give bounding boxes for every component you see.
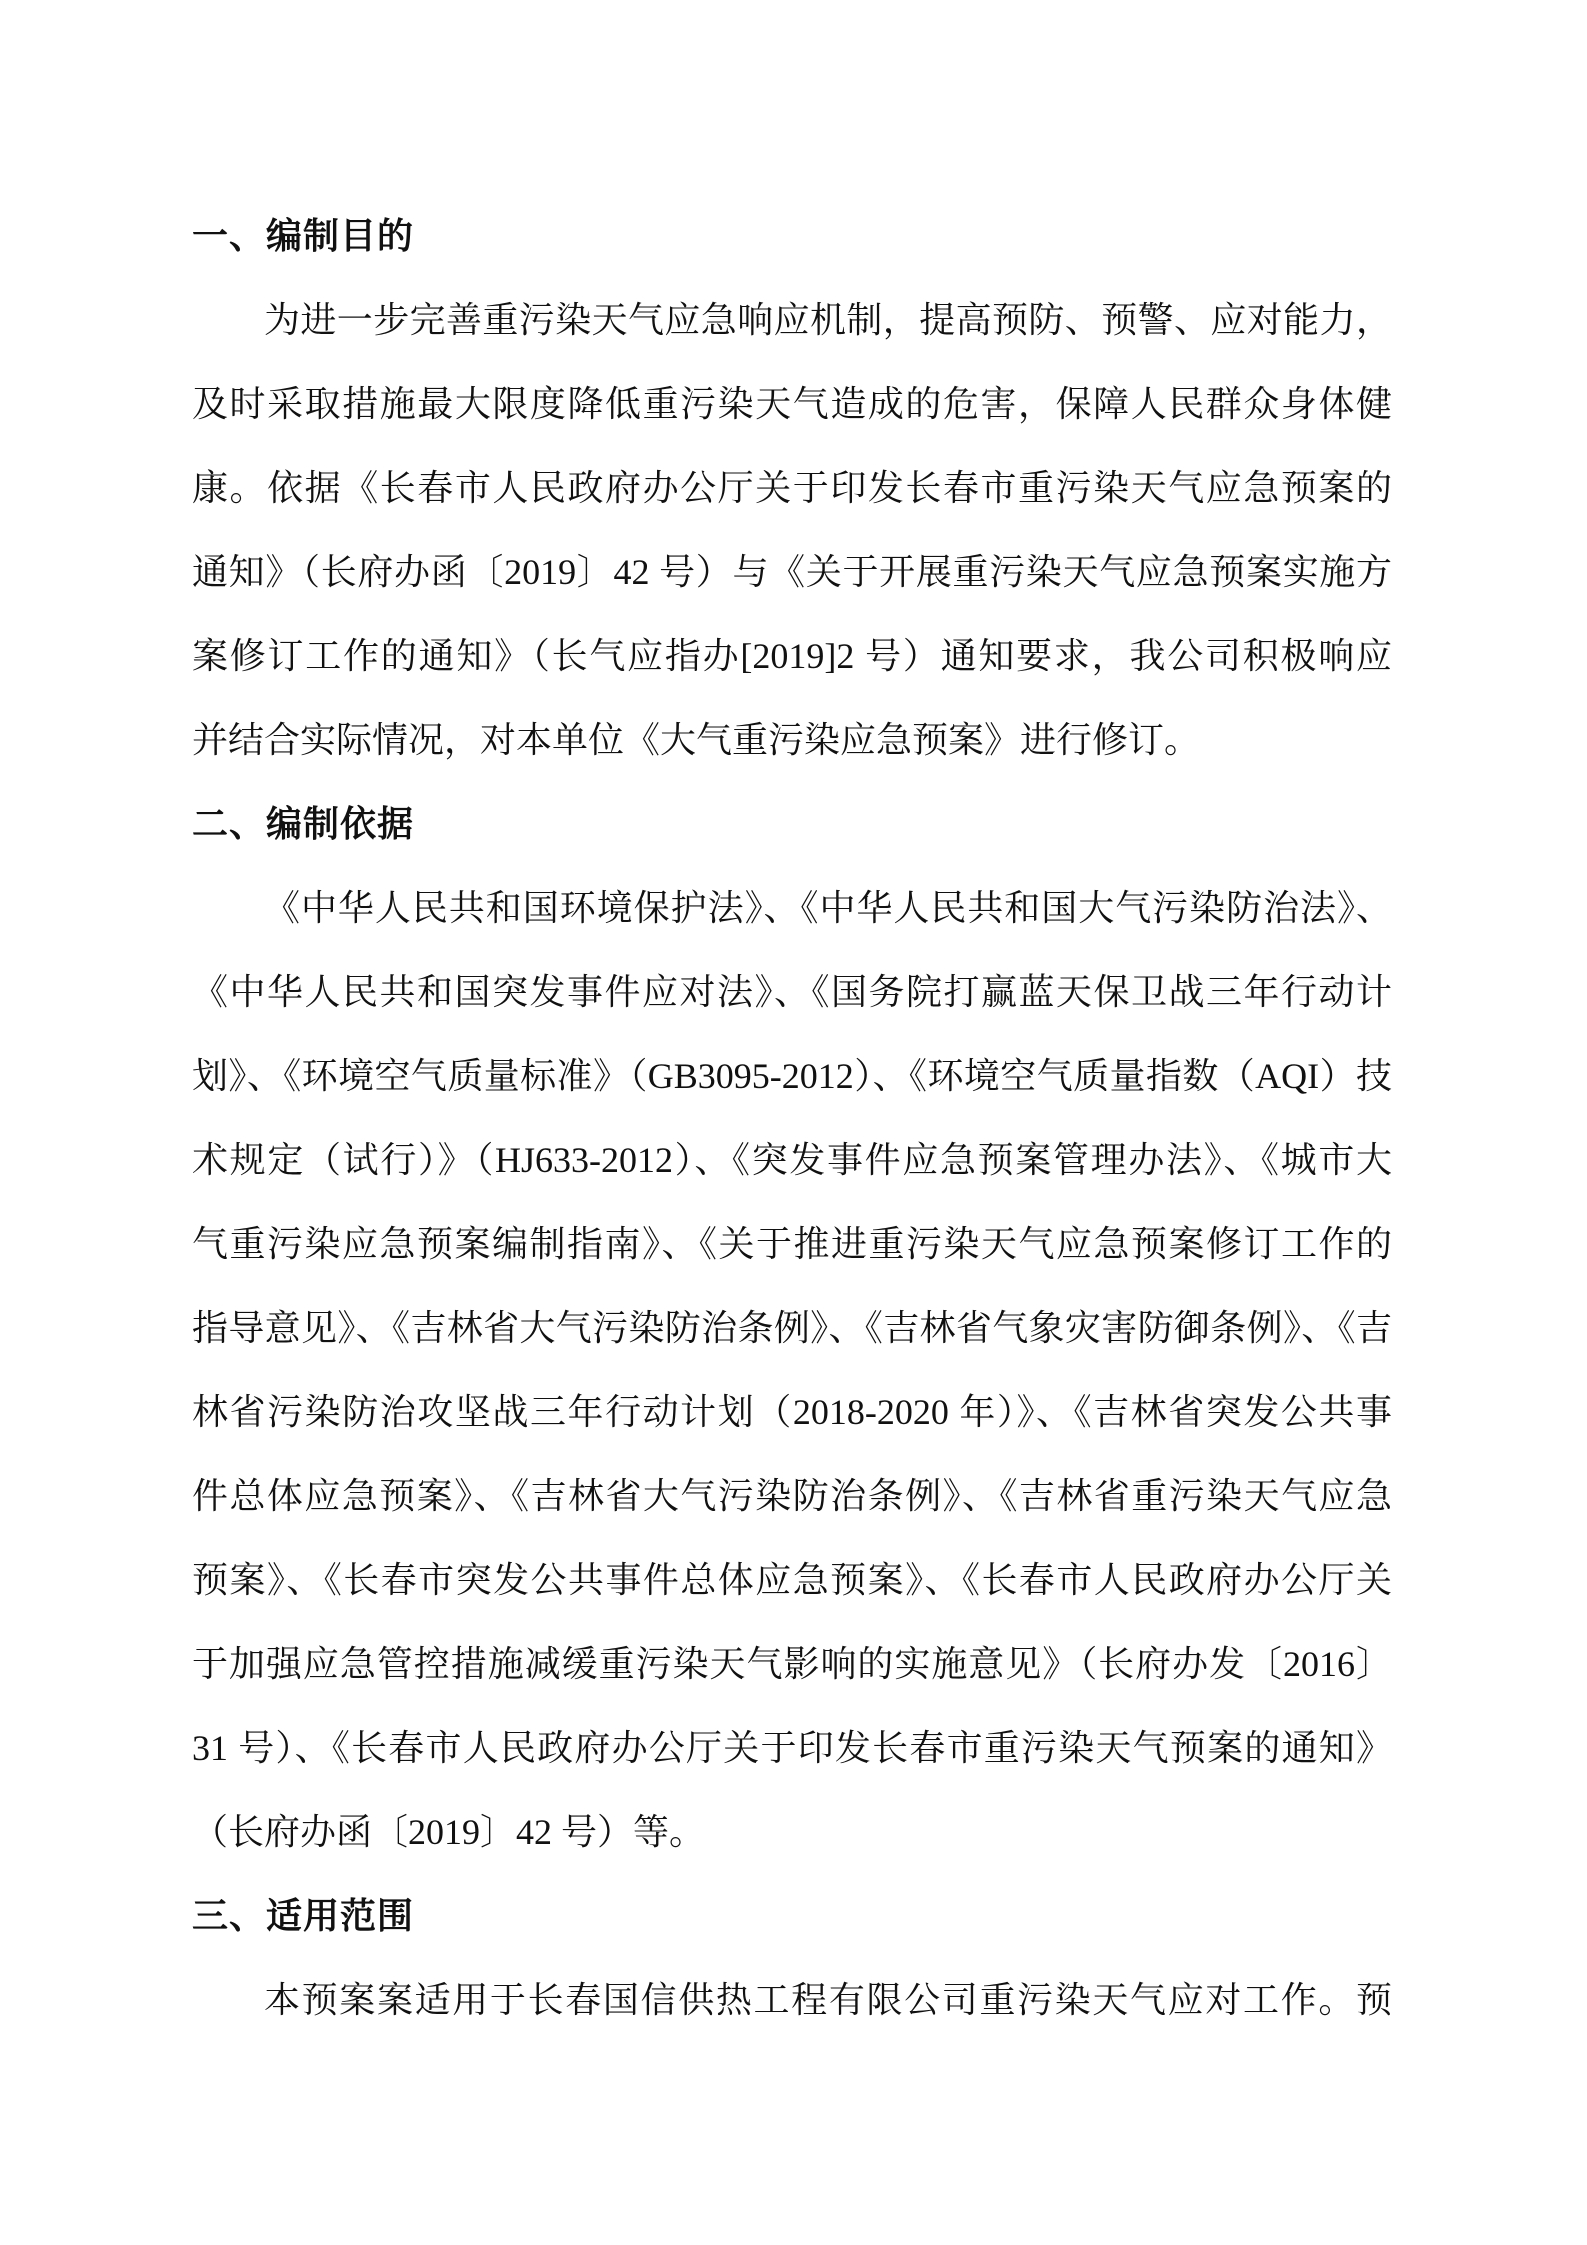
paragraph-line: 件总体应急预案》、《吉林省大气污染防治条例》、《吉林省重污染天气应急 [192,1476,1392,1516]
paragraph-line: 本预案案适用于长春国信供热工程有限公司重污染天气应对工作。预 [264,1980,1392,2020]
paragraph-line: 为进一步完善重污染天气应急响应机制，提高预防、预警、应对能力， [264,300,1392,340]
paragraph-line: 气重污染应急预案编制指南》、《关于推进重污染天气应急预案修订工作的 [192,1224,1392,1264]
paragraph-line: 并结合实际情况，对本单位《大气重污染应急预案》进行修订。 [192,720,1201,760]
paragraph-line: 《中华人民共和国环境保护法》、《中华人民共和国大气污染防治法》、 [264,888,1392,928]
paragraph-line: 及时采取措施最大限度降低重污染天气造成的危害，保障人民群众身体健 [192,384,1392,424]
paragraph-line: 《中华人民共和国突发事件应对法》、《国务院打赢蓝天保卫战三年行动计 [192,972,1392,1012]
paragraph-line: 划》、《环境空气质量标准》（GB3095-2012）、《环境空气质量指数（AQI）技 [192,1056,1392,1096]
paragraph-line: 林省污染防治攻坚战三年行动计划（2018-2020 年）》、《吉林省突发公共事 [192,1392,1392,1432]
section-heading-purpose: 一、编制目的 [192,215,415,256]
section-heading-basis: 二、编制依据 [192,803,415,844]
paragraph-line: 术规定（试行）》（HJ633-2012）、《突发事件应急预案管理办法》、《城市大 [192,1140,1392,1180]
paragraph-line: 指导意见》、《吉林省大气污染防治条例》、《吉林省气象灾害防御条例》、《吉 [192,1308,1392,1348]
document-content [192,194,1392,2042]
paragraph-line: 预案》、《长春市突发公共事件总体应急预案》、《长春市人民政府办公厅关 [192,1560,1392,1600]
paragraph-line: 案修订工作的通知》（长气应指办[2019]2 号）通知要求，我公司积极响应 [192,636,1392,676]
paragraph-line: 于加强应急管控措施减缓重污染天气影响的实施意见》（长府办发〔2016〕 [192,1644,1392,1684]
paragraph-line: 康。依据《长春市人民政府办公厅关于印发长春市重污染天气应急预案的 [192,468,1392,508]
paragraph-line: 通知》（长府办函〔2019〕42 号）与《关于开展重污染天气应急预案实施方 [192,552,1392,592]
paragraph-line: （长府办函〔2019〕42 号）等。 [192,1812,706,1852]
section-heading-scope: 三、适用范围 [192,1895,415,1936]
paragraph-line: 31 号）、《长春市人民政府办公厅关于印发长春市重污染天气预案的通知》 [192,1728,1392,1768]
